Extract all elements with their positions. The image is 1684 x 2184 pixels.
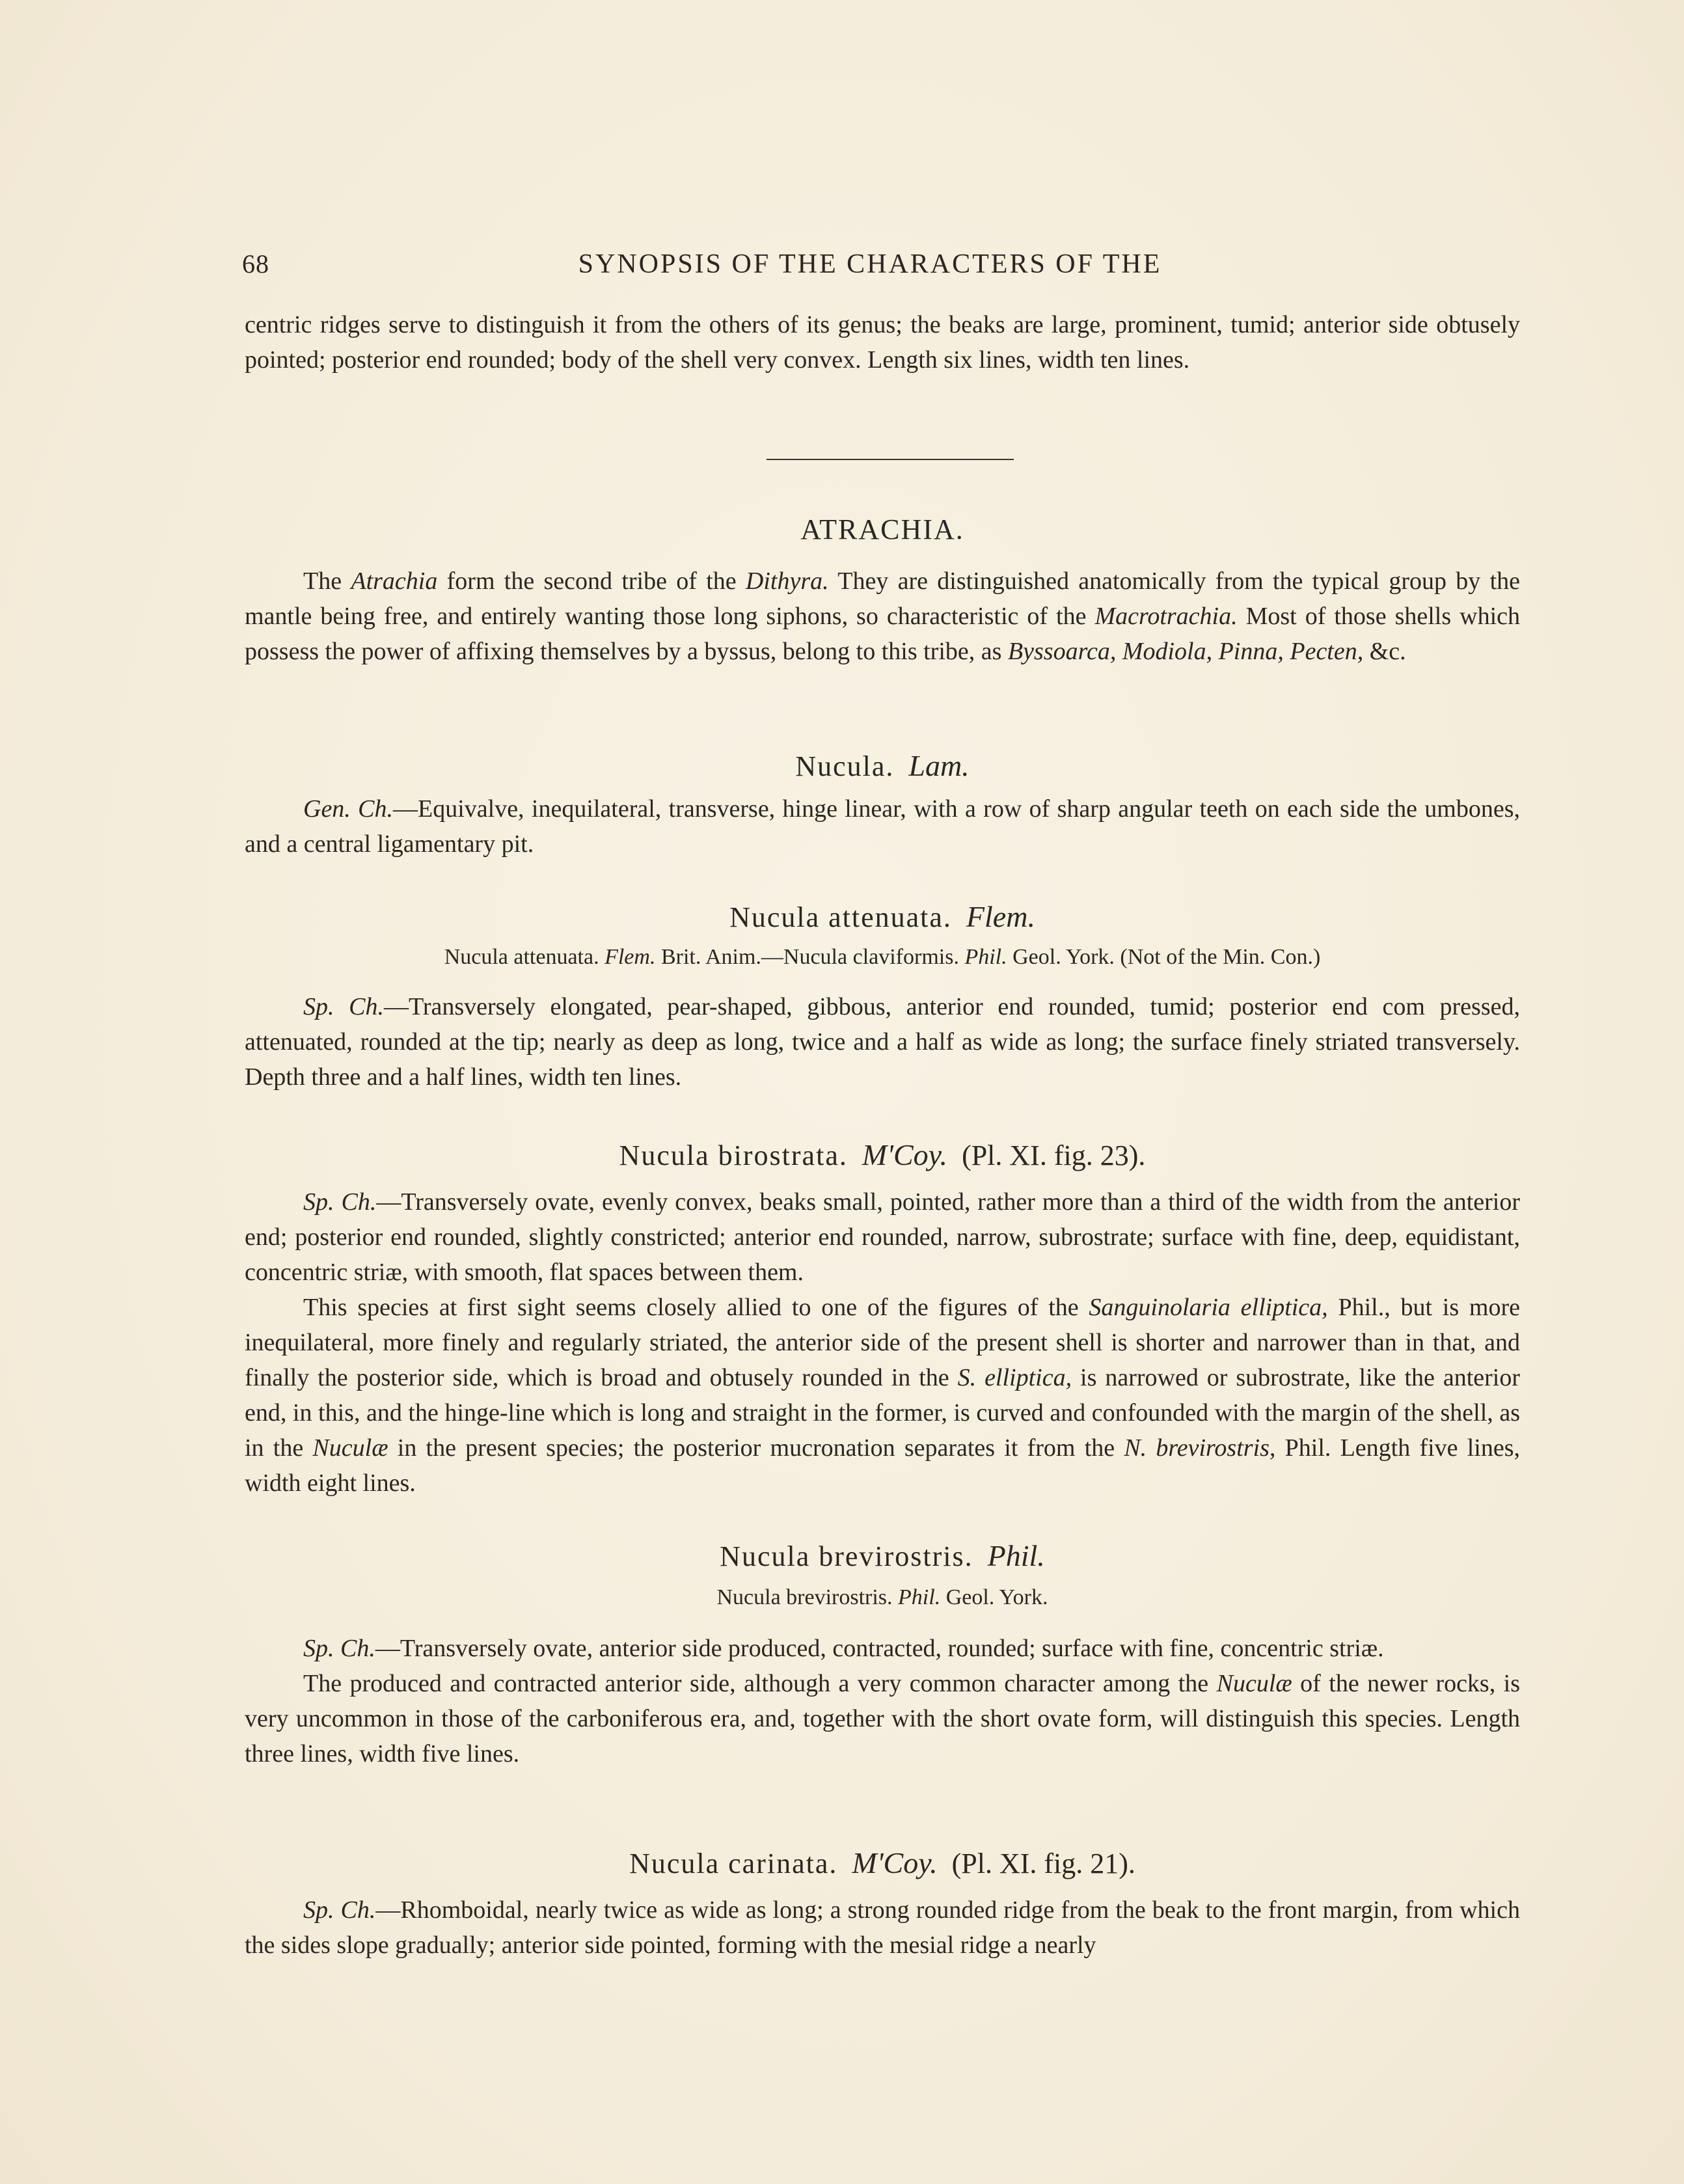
- page-header: [242, 249, 1426, 288]
- brevirostris-paragraph-1: Sp. Ch.—Transversely ovate, anterior side produced, contracted, rounded; surface with fine, concentric striæ.: [303, 1635, 1384, 1662]
- carinata-paragraph: Sp. Ch.—Rhomboidal, nearly twice as wide as long; a strong rounded ridge from the beak to the front margin, from which the sides slope gradually; anterior side pointed, forming with the mesial ridge a nearly: [245, 1896, 1520, 1959]
- atrachia-title: [245, 513, 1520, 546]
- birostrata-paragraph-2: This species at first sight seems closely allied to one of the figures of the Sanguinolaria elliptica, Phil., but is more inequilateral, more finely and regularly striated, the anterior side of the present shell is shorter and narrower than in that, and finally the posterior side, which is broad and obtusely rounded in the S. elliptica, is narrowed or subrostrate, like the anterior end, in this, and the hinge-line which is long and straight in the former, is curved and confounded with the margin of the shell, as in the Nuculæ in the present species; the posterior mucronation separates it from the N. brevirostris, Phil. Length five lines, width eight lines.: [245, 1294, 1521, 1497]
- birostrata-author: M'Coy.: [862, 1138, 948, 1171]
- birostrata-name: Nucula birostrata.: [619, 1140, 848, 1171]
- nucula-genus-characters: [245, 791, 1520, 862]
- atrachia-paragraph: The Atrachia form the second tribe of the Dithyra. They are distinguished anatomically from the typical group by the mantle being free, and entirely wanting those long siphons, so characteristic of the Macrotrachia. Most of those shells which possess the power of affixing themselves by a byssus, belong to this tribe, as Byssoarca, Modiola, Pinna, Pecten, &c.: [245, 567, 1521, 665]
- carinata-plate-ref: (Pl. XI. fig. 21).: [951, 1848, 1135, 1879]
- birostrata-plate-ref: (Pl. XI. fig. 23).: [962, 1140, 1146, 1171]
- carinata-heading: [245, 1846, 1520, 1880]
- attenuata-paragraph: Sp. Ch.—Transversely elongated, pear-shaped, gibbous, anterior end rounded, tumid; posterior end com pressed, attenuated, rounded at the tip; nearly as deep as long, twice and a half as wide as long; the surface finely striated transversely. Depth three and a half lines, width ten lines.: [245, 993, 1520, 1091]
- brevirostris-characters: [245, 1631, 1520, 1771]
- genus-name: Nucula.: [795, 750, 895, 782]
- page-number: 68: [242, 249, 269, 279]
- birostrata-paragraph-1: Sp. Ch.—Transversely ovate, evenly convex, beaks small, pointed, rather more than a third of the width from the anterior end; posterior end rounded, slightly constricted; anterior end rounded, narrow, subrostrate; surface with fine, deep, equidistant, concentric striæ, with smooth, flat spaces between them.: [245, 1188, 1520, 1286]
- brevirostris-paragraph-2: The produced and contracted anterior side, although a very common character among the Nuculæ of the newer rocks, is very uncommon in those of the carboniferous era, and, together with the short ovate form, will distinguish this species. Length three lines, width five lines.: [245, 1670, 1521, 1768]
- attenuata-heading: [245, 899, 1520, 934]
- atrachia-title-text: ATRACHIA.: [800, 513, 964, 545]
- attenuata-name: Nucula attenuata.: [729, 901, 952, 933]
- intro-paragraph: centric ridges serve to distinguish it from the others of its genus; the beaks are large, prominent, tumid; anterior side obtusely pointed; posterior end rounded; body of the shell very convex. Length six lines, width ten lines.: [245, 311, 1520, 374]
- running-head: SYNOPSIS OF THE CHARACTERS OF THE: [578, 249, 1162, 279]
- genus-author: Lam.: [908, 749, 970, 782]
- attenuata-author: Flem.: [966, 900, 1035, 933]
- intro-continuation: [245, 307, 1520, 377]
- brevirostris-name: Nucula brevirostris.: [720, 1540, 973, 1572]
- carinata-author: M'Coy.: [852, 1846, 938, 1879]
- attenuata-synonymy: Nucula attenuata. Flem. Brit. Anim.—Nucula claviformis. Phil. Geol. York. (Not of the Min. Con.): [444, 945, 1321, 969]
- atrachia-section: [245, 564, 1520, 669]
- nucula-genus-heading: [245, 748, 1520, 783]
- birostrata-characters: [245, 1184, 1520, 1501]
- brevirostris-author: Phil.: [987, 1539, 1045, 1572]
- genus-characters-paragraph: Gen. Ch.—Equivalve, inequilateral, transverse, hinge linear, with a row of sharp angular teeth on each side the umbones, and a central ligamentary pit.: [245, 795, 1521, 858]
- section-divider: [767, 459, 1014, 460]
- carinata-name: Nucula carinata.: [629, 1848, 838, 1879]
- attenuata-characters: [245, 989, 1520, 1095]
- brevirostris-synonymy: Nucula brevirostris. Phil. Geol. York.: [716, 1585, 1048, 1609]
- brevirostris-heading: [245, 1538, 1520, 1573]
- carinata-characters: [245, 1892, 1520, 1963]
- birostrata-heading: [245, 1138, 1520, 1172]
